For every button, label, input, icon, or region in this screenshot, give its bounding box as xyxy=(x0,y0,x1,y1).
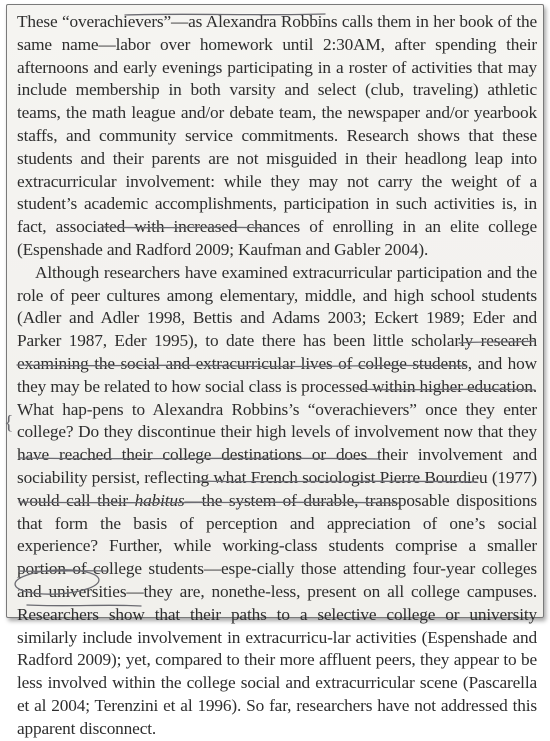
paragraph-2-part-1: Although researchers have examined extracurricular participation and the role of peer cultures among elementary, middle, and high school students (Adler and Adler 1998, Bettis and Adams 2003; Eckert 1989; Eder and Parker 1987, Eder 1995), to date there has been little scholarly research examining the social and extracurricular lives of college students, and how they may be related to how social class is processed within higher education. What hap-pens to Alexandra Robbins’s “overachievers” once they enter college? Do they discontinue their high levels of involvement now that they have reached their college destinations or does their involvement and sociability persist, reflecting what French sociologist Pierre Bourdieu (1977) would call their xyxy=(17,262,537,510)
paragraph-2 xyxy=(17,262,537,741)
margin-brace-mark: { xyxy=(4,412,14,434)
habitus-term: habitus xyxy=(134,490,185,510)
scanned-page xyxy=(4,4,544,738)
paragraph-2-part-2: —the system of durable, transposable dispositions that form the basis of perception and appreciation of one’s social experience? Further, while working-class students comprise a smaller portion of college students—espe-cially those attending four-year colleges and universities—they are, nonethe-less, present on all college campuses. Researchers show that their paths to a selective college or university similarly include involvement in extracurricu-lar activities (Espenshade and Radford 2009); yet, compared to their more affluent peers, they appear to be less involved within the college social and extracurricular scene (Pascarella et al 2004; Terenzini et al 1996). So far, researchers have not addressed this apparent disconnect. xyxy=(17,490,537,738)
paragraph-1: These “overachievers”—as Alexandra Robbins calls them in her book of the same name—labor over homework until 2:30AM, after spending their afternoons and early evenings participating in a roster of activities that may include membership in both varsity and select (club, traveling) athletic teams, the math league and/or debate team, the newspaper and/or yearbook staffs, and community service commitments. Research shows that these students and their parents are not misguided in their headlong leap into extracurricular involvement: while they may not carry the weight of a student’s academic accomplishments, participation in such activities is, in fact, associated with increased chances of enrolling in an elite college (Espenshade and Radford 2009; Kaufman and Gabler 2004). xyxy=(17,12,537,259)
body-text xyxy=(17,11,537,741)
